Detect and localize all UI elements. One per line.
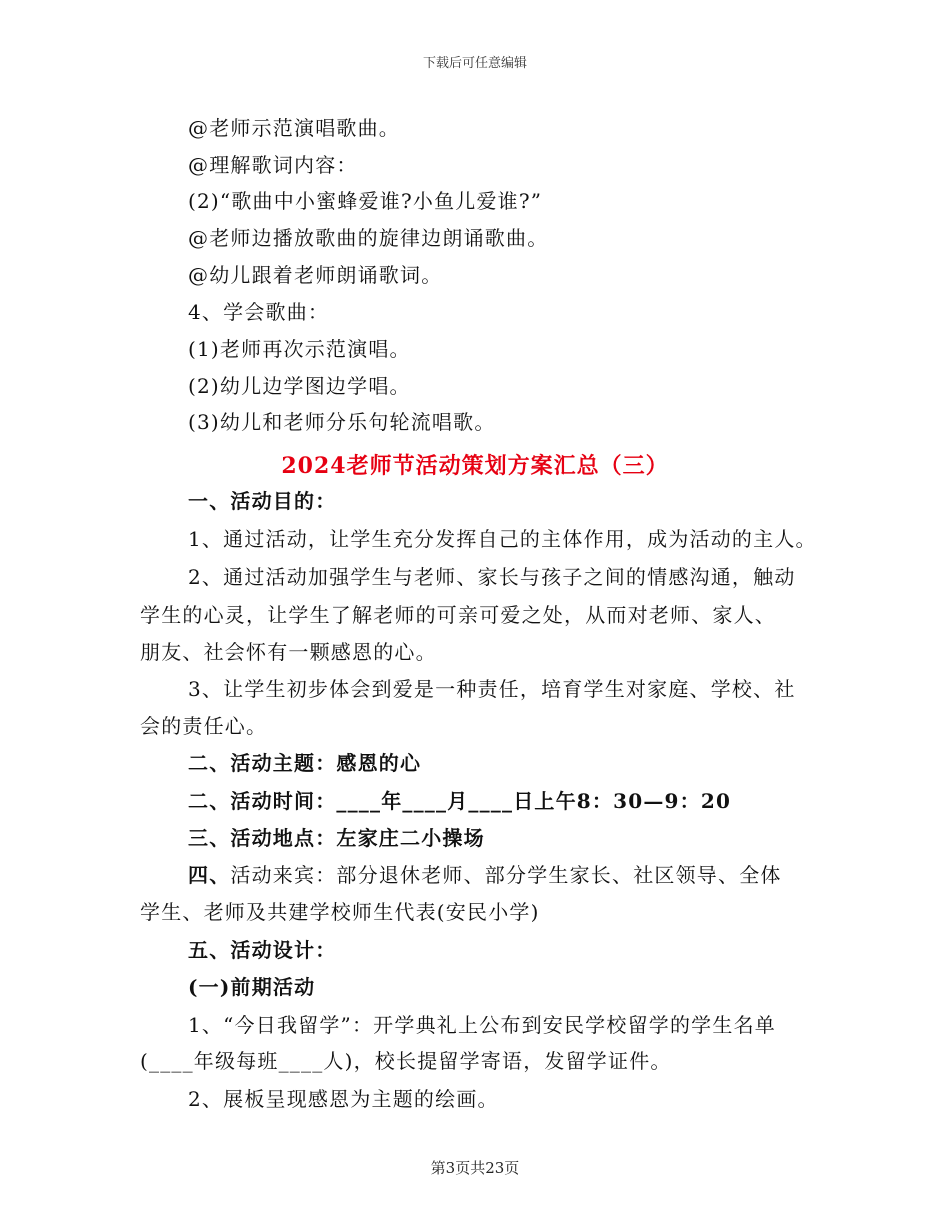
text-line: (____年级每班____人)，校长提留学寄语，发留学证件。: [140, 1049, 672, 1073]
text-line: @理解歌词内容：: [188, 153, 358, 177]
text-line: 朋友、社会怀有一颗感恩的心。: [140, 640, 437, 664]
page-header: 下载后可任意编辑: [422, 56, 527, 71]
text-line: @幼儿跟着老师朗诵歌词。: [188, 263, 443, 287]
text-line: @老师示范演唱歌曲。: [188, 116, 400, 140]
text-line: 1、“今日我留学”：开学典礼上公布到安民学校留学的学生名单: [188, 1013, 776, 1037]
page-footer: 第3页共23页: [430, 1159, 520, 1177]
section-title: 2024老师节活动策划方案汇总（三）: [281, 453, 669, 479]
text-line: 1、通过活动，让学生充分发挥自己的主体作用，成为活动的主人。: [188, 527, 817, 551]
text-line: (2)幼儿边学图边学唱。: [188, 374, 411, 398]
heading-line: 二、活动时间：____年____月____日上午8：30—9：20: [188, 789, 732, 813]
heading-prefix: 四、: [188, 863, 231, 887]
text-line: (1)老师再次示范演唱。: [188, 337, 411, 361]
text-line: 4、学会歌曲：: [188, 300, 330, 324]
text-line: 3、让学生初步体会到爱是一种责任，培育学生对家庭、学校、社: [188, 677, 796, 701]
text-line: 2、展板呈现感恩为主题的绘画。: [188, 1087, 499, 1111]
heading-line: 三、活动地点：左家庄二小操场: [188, 826, 485, 850]
text-line: (3)幼儿和老师分乐句轮流唱歌。: [188, 410, 496, 434]
heading-line: 一、活动目的：: [188, 489, 337, 513]
text-line: @老师边播放歌曲的旋律边朗诵歌曲。: [188, 226, 549, 250]
text-line: 学生的心灵，让学生了解老师的可亲可爱之处，从而对老师、家人、: [140, 603, 776, 627]
heading-line: 二、活动主题：感恩的心: [188, 751, 422, 775]
text-line: 会的责任心。: [140, 714, 268, 738]
text-line: 活动来宾：部分退休老师、部分学生家长、社区领导、全体: [230, 863, 782, 887]
text-line: 学生、老师及共建学校师生代表(安民小学): [140, 900, 540, 924]
heading-line: 五、活动设计：: [188, 938, 337, 962]
heading-line: (一)前期活动: [188, 975, 316, 999]
text-line: (2)“歌曲中小蜜蜂爱谁?小鱼儿爱谁?”: [188, 189, 543, 213]
text-line: 2、通过活动加强学生与老师、家长与孩子之间的情感沟通，触动: [188, 565, 796, 589]
